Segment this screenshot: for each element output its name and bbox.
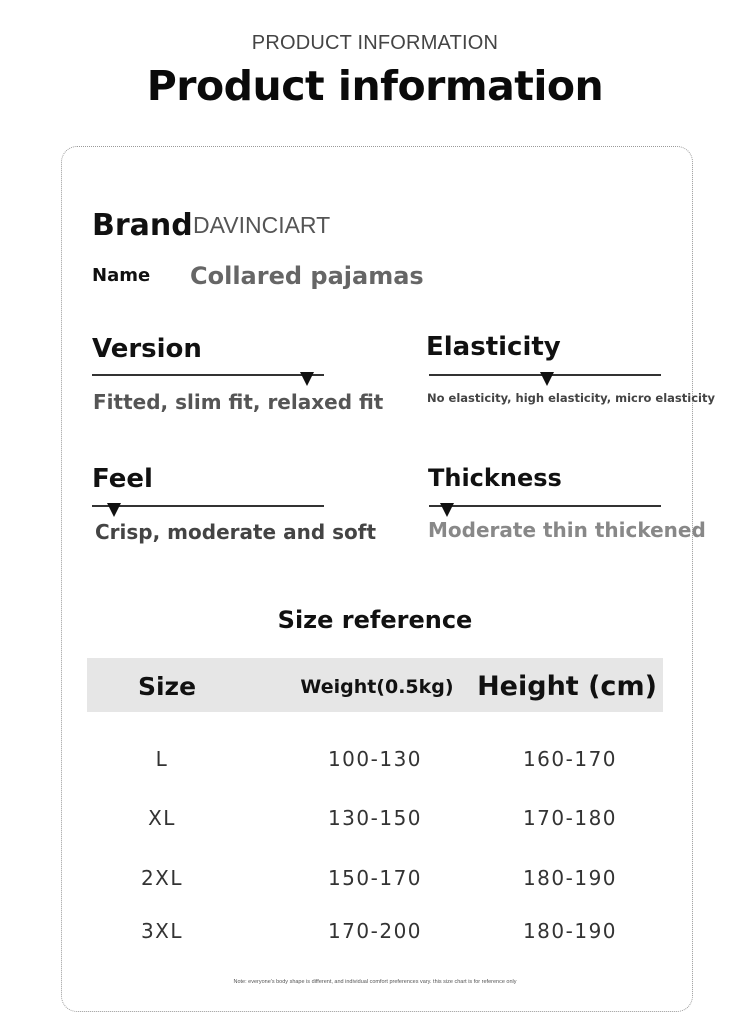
feel-label: Feel [92,464,153,494]
header-weight: Weight(0.5kg) [300,676,454,698]
size-table-header [87,658,663,712]
brand-value: DAVINCIART [193,212,331,238]
thickness-label: Thickness [428,464,562,492]
size-table-title: Size reference [277,606,473,634]
thickness-options: Moderate thin thickened [428,518,706,542]
version-options: Fitted, slim fit, relaxed fit [93,390,384,414]
cell-weight: 170-200 [327,919,423,943]
size-footnote: Note: everyone's body shape is different, and individual comfort preferences vary. this size chart is for reference only [233,979,517,985]
brand-label: Brand [92,208,193,243]
version-label: Version [92,334,202,364]
thickness-scale-line [429,505,661,507]
cell-height: 160-170 [522,747,618,771]
elasticity-options: No elasticity, high elasticity, micro elasticity [427,391,715,405]
cell-size: L [155,747,169,771]
thickness-marker-icon [440,503,454,517]
feel-scale-line [92,505,324,507]
header-size: Size [137,672,197,701]
cell-height: 180-190 [522,919,618,943]
table-row [87,919,663,949]
version-scale-line [92,374,324,376]
cell-weight: 130-150 [327,806,423,830]
page-title: Product information [146,62,604,110]
cell-weight: 100-130 [327,747,423,771]
cell-size: XL [148,806,176,830]
name-value: Collared pajamas [190,262,424,290]
cell-weight: 150-170 [327,866,423,890]
cell-size: 3XL [140,919,184,943]
table-row [87,747,663,777]
feel-options: Crisp, moderate and soft [95,520,377,544]
page-eyebrow: PRODUCT INFORMATION [251,32,499,54]
table-row [87,806,663,836]
name-label: Name [92,265,151,286]
header-height: Height (cm) [477,671,657,702]
cell-height: 170-180 [522,806,618,830]
version-marker-icon [300,372,314,386]
elasticity-marker-icon [540,372,554,386]
table-row [87,866,663,896]
elasticity-label: Elasticity [426,332,561,362]
cell-height: 180-190 [522,866,618,890]
feel-marker-icon [107,503,121,517]
cell-size: 2XL [140,866,184,890]
